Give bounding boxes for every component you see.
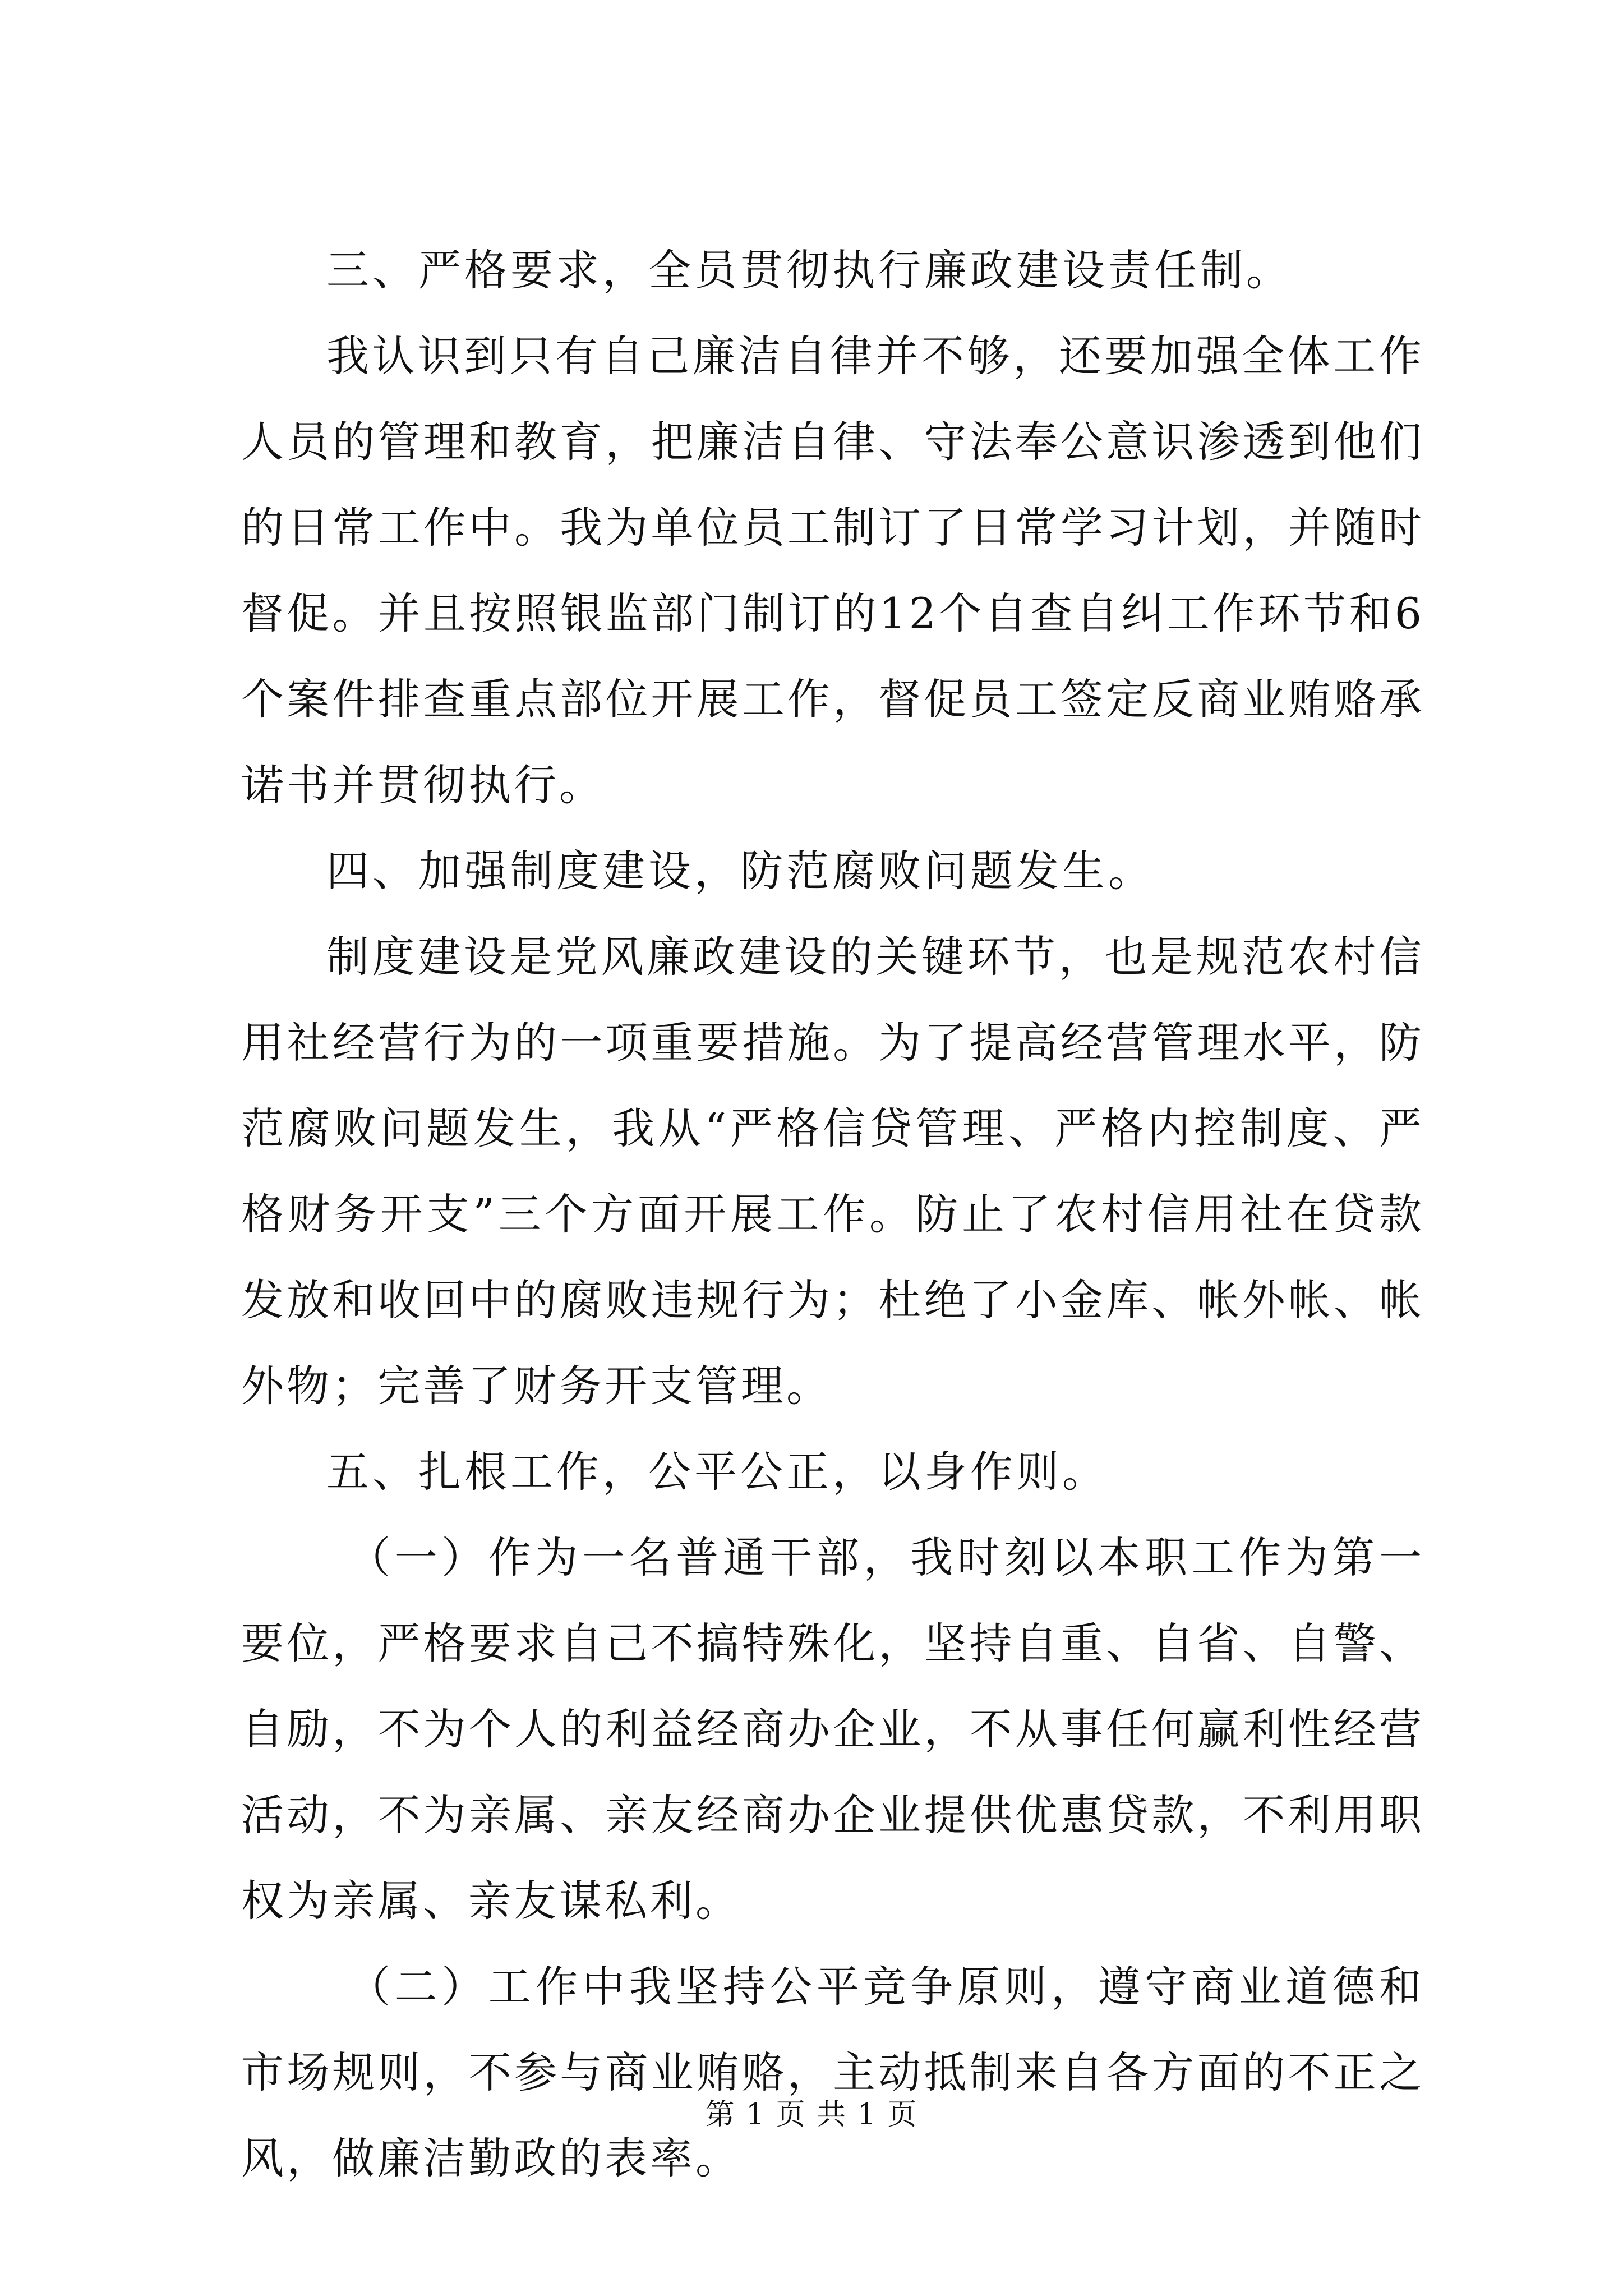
page-number-footer: 第 1 页 共 1 页 xyxy=(705,2098,918,2132)
paragraph-section-5-item-2: （二）工作中我坚持公平竞争原则，遵守商业道德和市场规则，不参与商业贿赂，主动抵制来自各方面的不正之风，做廉洁勤政的表率。 xyxy=(241,1962,1424,2183)
section-heading-4: 四、加强制度建设，防范腐败问题发生。 xyxy=(326,846,1154,896)
section-heading-3: 三、严格要求，全员贯彻执行廉政建设责任制。 xyxy=(326,245,1292,295)
document-body xyxy=(241,227,1424,2201)
paragraph-section-4-body: 制度建设是党风廉政建设的关键环节，也是规范农村信用社经营行为的一项重要措施。为了提高经营管理水平，防范腐败问题发生，我从“严格信贷管理、严格内控制度、严格财务开支”三个方面开展工作。防止了农村信用社在贷款发放和收回中的腐败违规行为；杜绝了小金库、帐外帐、帐外物；完善了财务开支管理。 xyxy=(241,932,1424,1411)
section-heading-5: 五、扎根工作，公平公正，以身作则。 xyxy=(326,1447,1108,1497)
paragraph-section-5-item-1: （一）作为一名普通干部，我时刻以本职工作为第一要位，严格要求自己不搞特殊化，坚持自重、自省、自警、自励，不为个人的利益经商办企业，不从事任何赢利性经营活动，不为亲属、亲友经商办企业提供优惠贷款，不利用职权为亲属、亲友谋私利。 xyxy=(241,1533,1424,1926)
paragraph-section-3-body: 我认识到只有自己廉洁自律并不够，还要加强全体工作人员的管理和教育，把廉洁自律、守法奉公意识渗透到他们的日常工作中。我为单位员工制订了日常学习计划，并随时督促。并且按照银监部门制订的12个自查自纠工作环节和6个案件排查重点部位开展工作，督促员工签定反商业贿赂承诺书并贯彻执行。 xyxy=(241,331,1424,810)
